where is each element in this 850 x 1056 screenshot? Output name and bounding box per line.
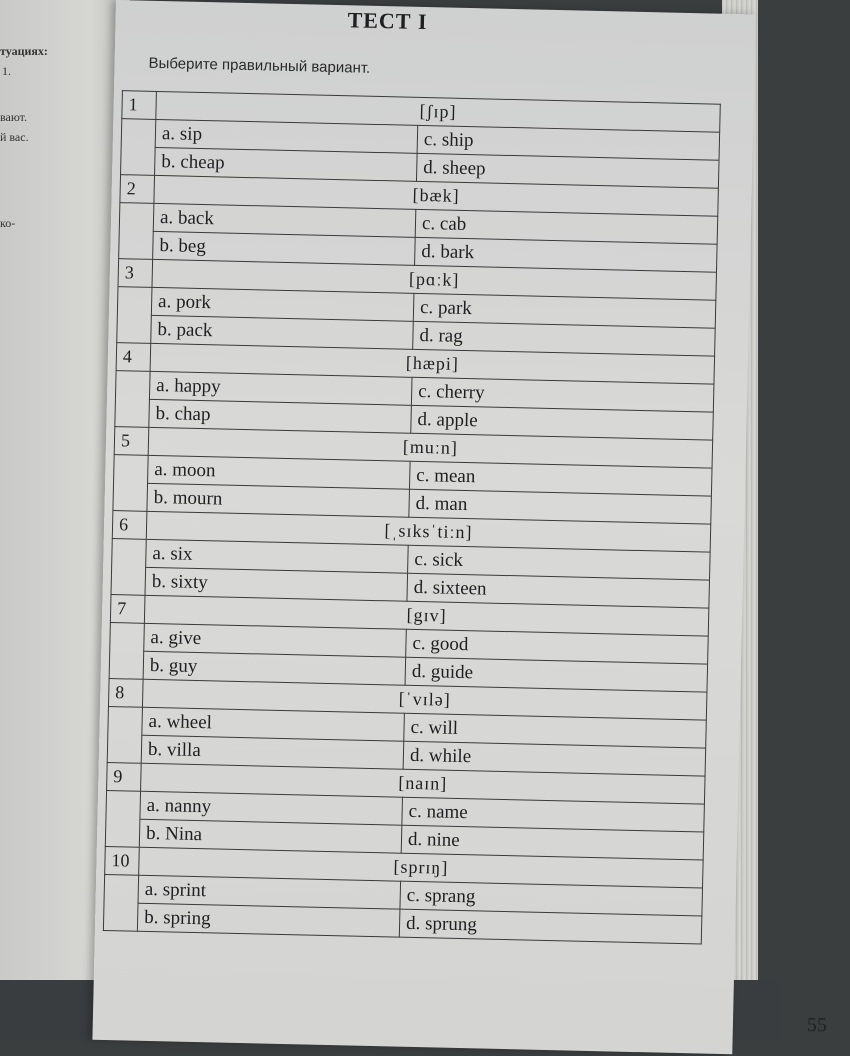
number-column-spacer <box>109 623 144 680</box>
number-column-spacer <box>121 119 156 176</box>
left-page-fragment: й вас. <box>0 130 29 144</box>
number-column-spacer <box>115 371 150 428</box>
transcription: [ʃɪp] <box>156 91 721 132</box>
answer-option-d: d. bark <box>415 237 718 272</box>
answer-option-c: c. good <box>406 629 709 664</box>
answer-option-a: a. pork <box>151 287 414 321</box>
transcription: [bæk] <box>154 175 719 216</box>
transcription: [ˈvɪlə] <box>142 679 707 720</box>
exercise-table <box>103 90 721 944</box>
answer-option-d: d. man <box>409 489 712 524</box>
answer-option-c: c. cherry <box>411 377 714 412</box>
answer-option-d: d. sixteen <box>407 573 710 608</box>
answer-option-b: b. guy <box>143 651 406 685</box>
left-page-fragment: вают. <box>0 110 27 124</box>
answer-option-c: c. sprang <box>400 881 703 916</box>
question-number: 5 <box>114 427 149 456</box>
answer-option-b: b. pack <box>151 315 414 349</box>
transcription: [ˌsɪksˈtiːn] <box>146 511 711 552</box>
question-number: 3 <box>118 259 153 288</box>
answer-option-d: d. apple <box>411 405 714 440</box>
answer-option-a: a. wheel <box>142 707 405 741</box>
answer-option-c: c. cab <box>415 209 718 244</box>
transcription: [pɑːk] <box>152 259 717 300</box>
transcription: [hæpi] <box>150 343 715 384</box>
question-number: 2 <box>120 175 155 204</box>
answer-option-d: d. guide <box>405 657 708 692</box>
answer-option-b: b. Nina <box>139 819 402 853</box>
transcription: [naɪn] <box>141 763 706 804</box>
test-title: ТЕСТ I <box>347 7 428 35</box>
transcription: [gɪv] <box>144 595 709 636</box>
answer-option-d: d. while <box>403 741 706 776</box>
instruction-text: Выберите правильный вариант. <box>148 54 371 77</box>
number-column-spacer <box>119 203 154 260</box>
answer-option-a: a. happy <box>149 371 412 405</box>
answer-option-d: d. sheep <box>416 153 719 188</box>
answer-option-c: c. ship <box>417 125 720 160</box>
number-column-spacer <box>107 707 142 764</box>
question-number: 10 <box>105 846 140 875</box>
left-page-fragment: туациях: <box>0 44 48 58</box>
number-column-spacer <box>113 455 148 512</box>
question-number: 8 <box>108 679 143 708</box>
answer-option-c: c. sick <box>408 545 711 580</box>
question-number: 4 <box>116 343 151 372</box>
number-column-spacer <box>103 874 138 931</box>
number-column-spacer <box>111 539 146 596</box>
left-page-fragment: 1. <box>2 64 11 78</box>
answer-option-d: d. nine <box>401 825 704 860</box>
book-page <box>92 0 828 1054</box>
question-number: 1 <box>122 91 157 120</box>
answer-option-a: a. nanny <box>140 791 403 825</box>
answer-option-b: b. chap <box>149 399 412 433</box>
number-column-spacer <box>105 790 140 847</box>
number-column-spacer <box>117 287 152 344</box>
answer-option-b: b. villa <box>141 735 404 769</box>
question-number: 9 <box>107 762 142 791</box>
answer-option-c: c. mean <box>409 461 712 496</box>
left-page-fragment: ко- <box>0 216 16 230</box>
answer-option-b: b. beg <box>153 231 416 265</box>
answer-option-b: b. cheap <box>155 147 418 181</box>
answer-option-a: a. back <box>153 203 416 237</box>
answer-option-c: c. name <box>402 797 705 832</box>
answer-option-a: a. sip <box>155 119 418 153</box>
transcription: [muːn] <box>148 427 713 468</box>
answer-option-b: b. sixty <box>145 567 408 601</box>
transcription: [sprɪŋ] <box>139 847 704 888</box>
exercise-table-body <box>103 91 720 944</box>
answer-option-c: c. will <box>404 713 707 748</box>
answer-option-d: d. rag <box>413 321 716 356</box>
page-number: 55 <box>806 1013 828 1037</box>
question-number: 7 <box>110 595 145 624</box>
answer-option-d: d. sprung <box>399 909 702 944</box>
question-number: 6 <box>112 511 147 540</box>
answer-option-a: a. six <box>146 539 409 573</box>
answer-option-a: a. give <box>144 623 407 657</box>
answer-option-a: a. moon <box>148 455 411 489</box>
answer-option-b: b. spring <box>137 903 400 937</box>
answer-option-a: a. sprint <box>138 875 401 909</box>
answer-option-b: b. mourn <box>147 483 410 517</box>
answer-option-c: c. park <box>413 293 716 328</box>
